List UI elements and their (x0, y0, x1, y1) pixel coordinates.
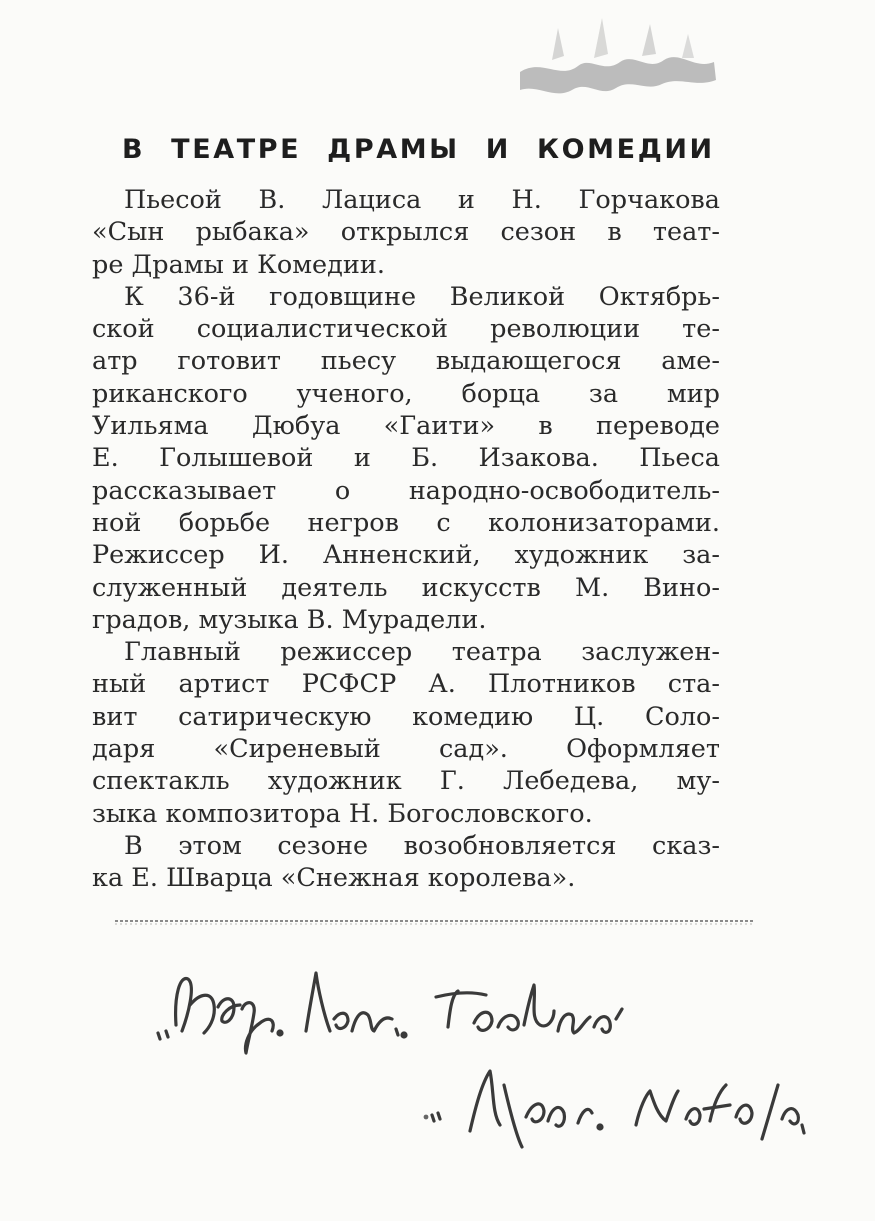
text-line: К 36-й годовщине Великой Октябрь- (124, 281, 720, 312)
article-body (92, 184, 720, 895)
clipping-edge-divider (115, 918, 755, 926)
text-line: зыка композитора Н. Богословского. (92, 798, 593, 829)
text-line: служенный деятель искусств М. Вино- (92, 572, 720, 603)
text-line: градов, музыка В. Мурадели. (92, 604, 487, 635)
article-headline: В ТЕАТРЕ ДРАМЫ И КОМЕДИИ (122, 134, 715, 165)
text-line: Режиссер И. Анненский, художник за- (92, 540, 720, 571)
text-line: ской социалистической революции те- (92, 314, 720, 345)
text-line: рассказывает о народно-освободитель- (92, 475, 720, 506)
text-line: ре Драмы и Комедии. (92, 249, 385, 280)
text-line: риканского ученого, борца за мир (92, 378, 720, 409)
text-line: Е. Голышевой и Б. Изакова. Пьеса (92, 443, 720, 474)
text-line: Главный режиссер театра заслужен- (124, 637, 720, 668)
text-line: ный артист РСФСР А. Плотников ста- (92, 669, 720, 700)
decorative-ornament (512, 10, 722, 120)
text-line: спектакль художник Г. Лебедева, му- (92, 766, 720, 797)
text-line: В этом сезоне возобновляется сказ- (124, 830, 720, 861)
text-line: ной борьбе негров с колонизаторами. (92, 507, 720, 538)
text-line: Пьесой В. Лациса и Н. Горчакова (124, 185, 720, 215)
text-line: вит сатирическую комедию Ц. Соло- (92, 701, 720, 732)
text-line: Уильяма Дюбуа «Гаити» в переводе (92, 411, 720, 442)
text-line: ка Е. Шварца «Снежная королева». (92, 863, 576, 894)
handwritten-note-image (130, 935, 850, 1205)
text-line: атр готовит пьесу выдающегося аме- (92, 346, 720, 377)
text-line: даря «Сиреневый сад». Оформляет (92, 734, 720, 765)
text-line: «Сын рыбака» открылся сезон в теат- (92, 217, 720, 248)
